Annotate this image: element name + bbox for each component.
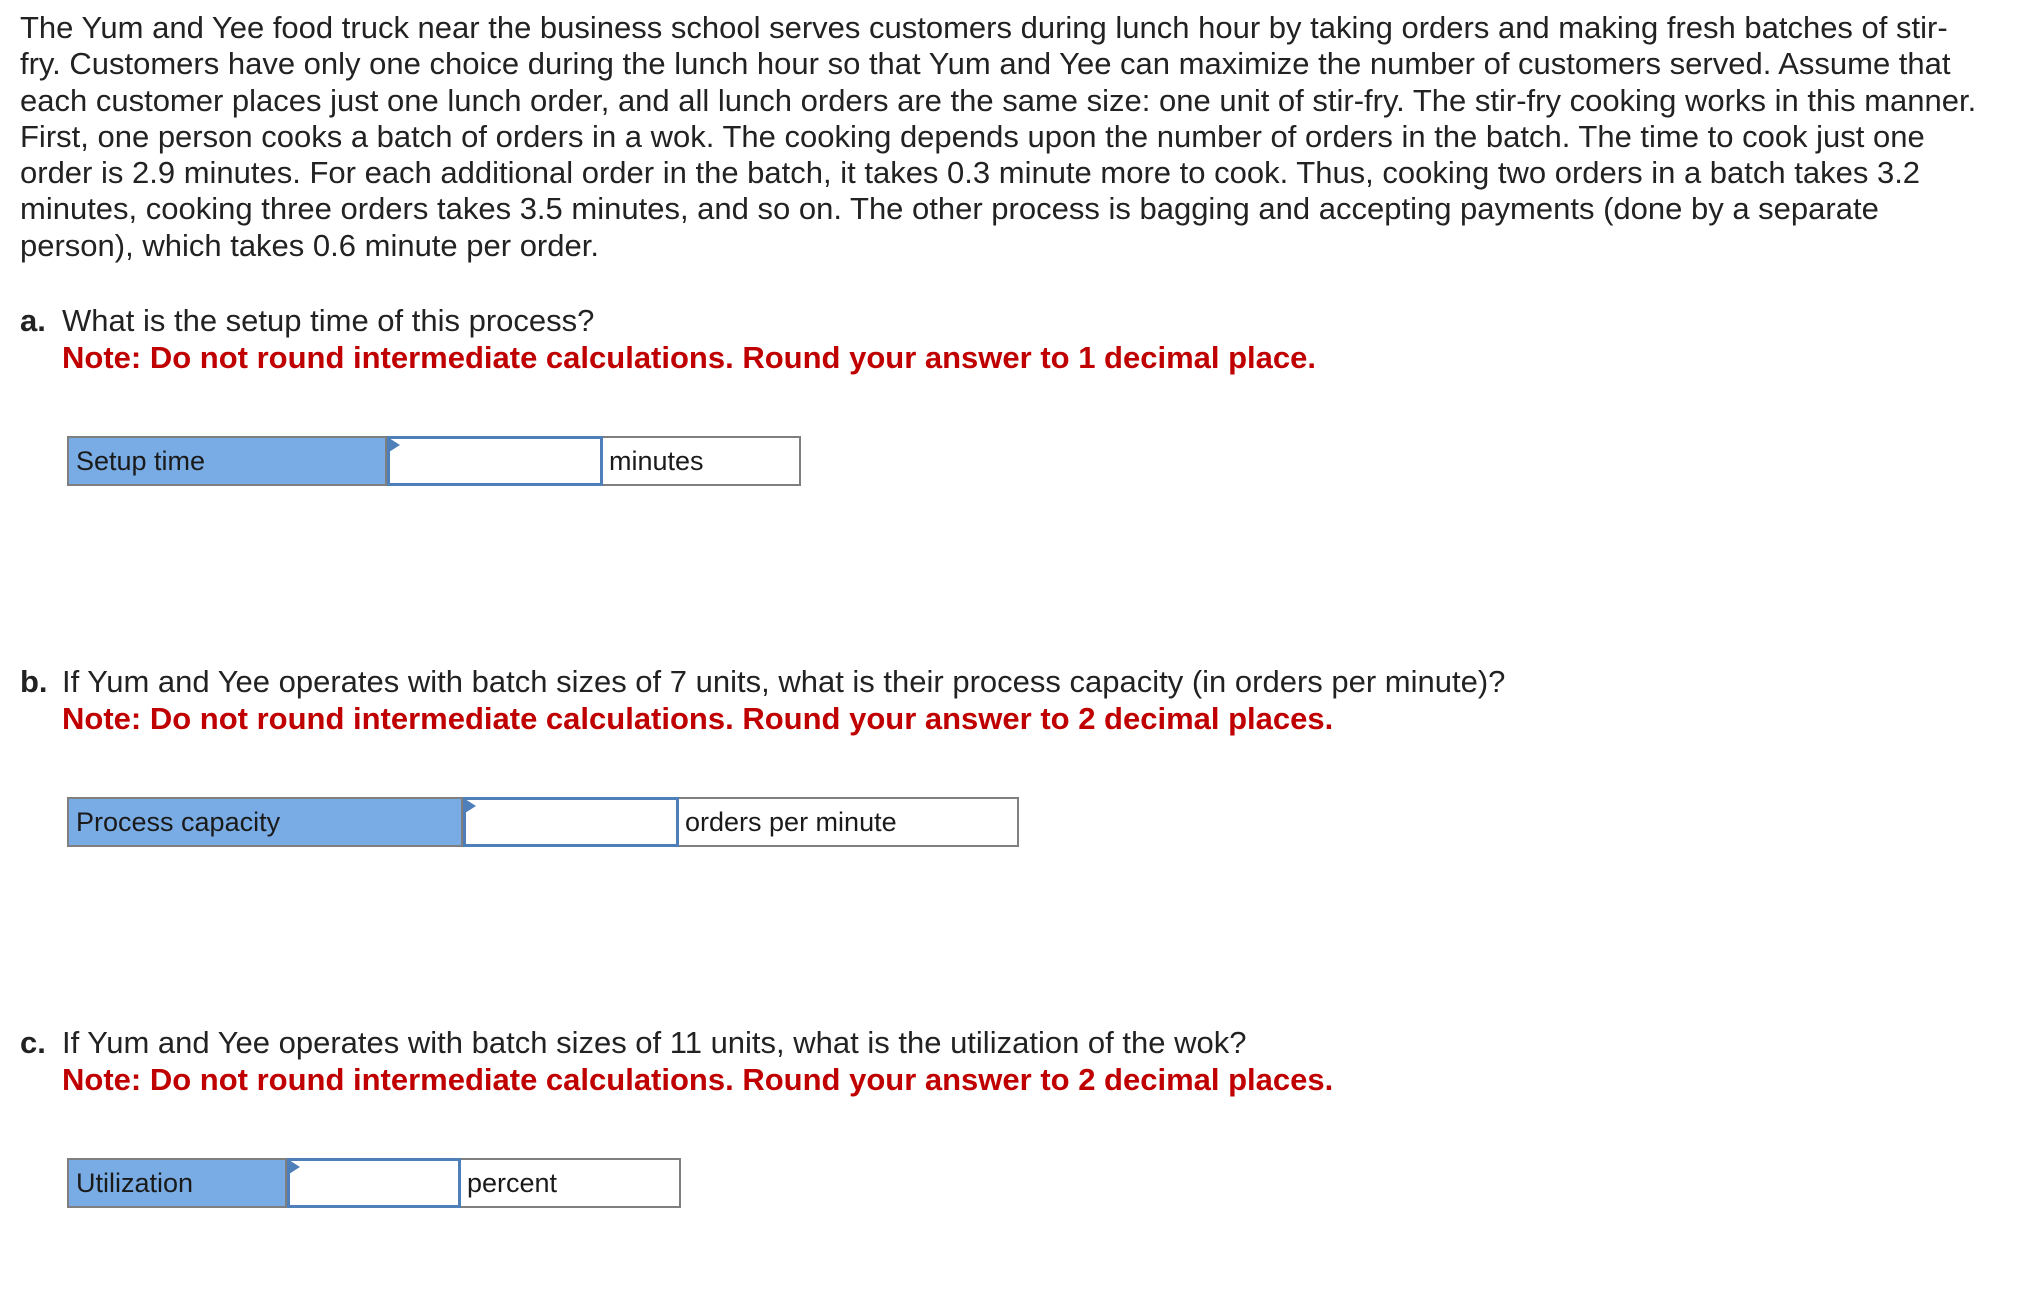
question-c bbox=[20, 1025, 1333, 1098]
question-a bbox=[20, 303, 1316, 376]
setup-time-input-wrap bbox=[387, 436, 603, 486]
utilization-unit: percent bbox=[461, 1158, 681, 1208]
question-a-text: What is the setup time of this process? bbox=[62, 303, 595, 338]
question-b-letter: b. bbox=[20, 664, 48, 699]
question-c-note: Note: Do not round intermediate calculations. Round your answer to 2 decimal places. bbox=[62, 1061, 1334, 1097]
question-c-letter: c. bbox=[20, 1025, 46, 1060]
setup-time-unit: minutes bbox=[603, 436, 801, 486]
question-a-note: Note: Do not round intermediate calculations. Round your answer to 1 decimal place. bbox=[62, 339, 1316, 375]
question-c-text: If Yum and Yee operates with batch sizes of 11 units, what is the utilization of the wok? bbox=[62, 1025, 1247, 1060]
setup-time-input[interactable] bbox=[390, 439, 600, 483]
problem-statement: The Yum and Yee food truck near the business school serves customers during lunch hour by taking orders and making fresh batches of stir-fry. Customers have only one choice during the lunch hour so that Yum and Yee can maximize the number of customers served. Assume that each customer places just one lunch order, and all lunch orders are the same size: one unit of stir-fry. The stir-fry cooking works in this manner. First, one person cooks a batch of orders in a wok. The cooking depends upon the number of orders in the batch. The time to cook just one order is 2.9 minutes. For each additional order in the batch, it takes 0.3 minute more to cook. Thus, cooking two orders in a batch takes 3.2 minutes, cooking three orders takes 3.5 minutes, and so on. The other process is bagging and accepting payments (done by a separate person), which takes 0.6 minute per order. bbox=[20, 10, 1977, 263]
question-a-letter: a. bbox=[20, 303, 46, 338]
setup-time-label: Setup time bbox=[67, 436, 387, 486]
process-capacity-label: Process capacity bbox=[67, 797, 463, 847]
answer-row-a bbox=[67, 436, 801, 486]
utilization-label: Utilization bbox=[67, 1158, 287, 1208]
question-b bbox=[20, 664, 1505, 737]
answer-row-c bbox=[67, 1158, 681, 1208]
process-capacity-input-wrap bbox=[463, 797, 679, 847]
utilization-input[interactable] bbox=[290, 1161, 458, 1205]
question-b-text: If Yum and Yee operates with batch sizes of 7 units, what is their process capacity (in orders per minute)? bbox=[62, 664, 1506, 699]
answer-row-b bbox=[67, 797, 1019, 847]
process-capacity-input[interactable] bbox=[466, 800, 676, 844]
process-capacity-unit: orders per minute bbox=[679, 797, 1019, 847]
question-b-note: Note: Do not round intermediate calculations. Round your answer to 2 decimal places. bbox=[62, 700, 1334, 736]
utilization-input-wrap bbox=[287, 1158, 461, 1208]
